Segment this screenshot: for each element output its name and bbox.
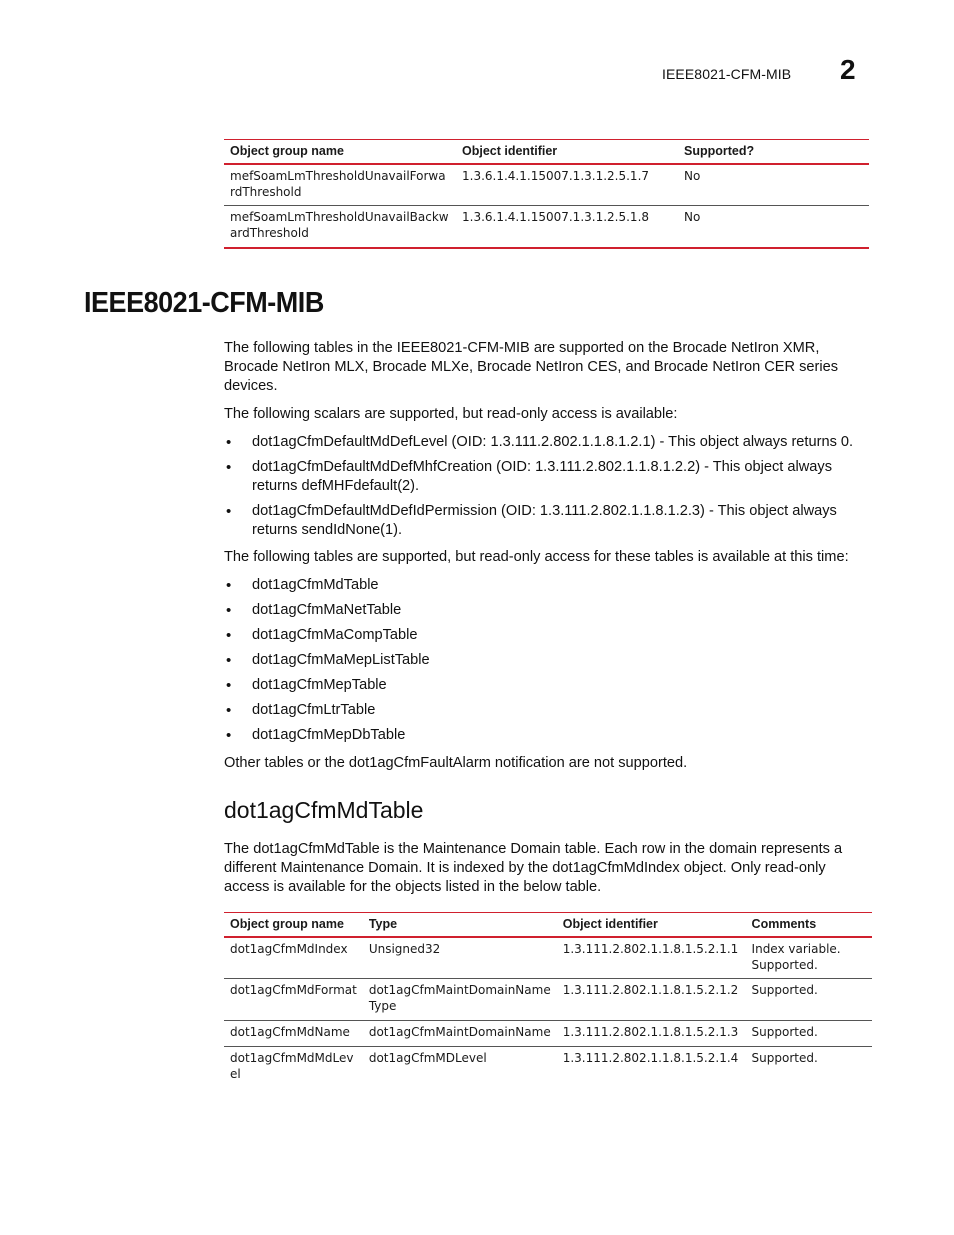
column-header: Supported? xyxy=(678,140,869,164)
list-item: • dot1agCfmDefaultMdDefLevel (OID: 1.3.111.2.802.1.1.8.1.2.1) - This object always returns 0. xyxy=(224,433,874,452)
table-cell: Supported. xyxy=(746,1021,872,1047)
table-cell: dot1agCfmMDLevel xyxy=(368,1051,487,1065)
table-cell: dot1agCfmMdMdLevel xyxy=(230,1051,354,1081)
table-row xyxy=(224,979,872,1021)
column-header: Object identifier xyxy=(456,140,678,164)
list-item: • dot1agCfmMdTable xyxy=(224,576,874,595)
list-item: • dot1agCfmMepDbTable xyxy=(224,726,874,745)
list-item: • dot1agCfmMaMepListTable xyxy=(224,651,874,670)
table-cell: Unsigned32 xyxy=(363,937,557,979)
table-cell: 1.3.111.2.802.1.1.8.1.5.2.1.1 xyxy=(557,937,746,979)
list-item: • dot1agCfmDefaultMdDefIdPermission (OID: 1.3.111.2.802.1.1.8.1.2.3) - This object always returns sendIdNone(1). xyxy=(224,502,874,540)
list-item: • dot1agCfmDefaultMdDefMhfCreation (OID: 1.3.111.2.802.1.1.8.1.2.2) - This object always returns defMHFdefault(2). xyxy=(224,458,874,496)
table-row xyxy=(224,1047,872,1089)
column-header: Object group name xyxy=(224,913,363,937)
scalars-list xyxy=(224,433,874,546)
table-cell: mefSoamLmThresholdUnavailForwardThreshold xyxy=(224,164,456,206)
table-cell: dot1agCfmMdIndex xyxy=(224,937,363,979)
column-header: Object identifier xyxy=(557,913,746,937)
intro-paragraph: The following tables in the IEEE8021-CFM-MIB are supported on the Brocade NetIron XMR, Brocade NetIron MLX, Brocade MLXe, Brocade NetIron CES, and Brocade NetIron CER series devices. xyxy=(224,340,839,394)
table-cell: mefSoamLmThresholdUnavailBackwardThreshold xyxy=(224,206,456,248)
table-cell: Supported. xyxy=(746,979,872,1021)
tables-list xyxy=(224,576,874,751)
table-cell: Supported. xyxy=(751,1051,818,1065)
table-cell: 1.3.111.2.802.1.1.8.1.5.2.1.4 xyxy=(562,1051,739,1065)
scalars-intro: The following scalars are supported, but read-only access is available: xyxy=(224,406,678,422)
table-cell: dot1agCfmMaintDomainNameType xyxy=(363,979,557,1021)
table-row xyxy=(224,206,869,248)
table-cell: 1.3.6.1.4.1.15007.1.3.1.2.5.1.7 xyxy=(456,164,678,206)
running-header-title: IEEE8021-CFM-MIB xyxy=(662,66,792,82)
table-cell: No xyxy=(678,206,869,248)
table-cell: 1.3.6.1.4.1.15007.1.3.1.2.5.1.8 xyxy=(456,206,678,248)
column-header: Object group name xyxy=(224,140,456,164)
table-cell: No xyxy=(678,164,869,206)
list-item: • dot1agCfmMepTable xyxy=(224,676,874,695)
chapter-number: 2 xyxy=(840,54,856,85)
column-header: Type xyxy=(363,913,557,937)
table-row xyxy=(224,1021,872,1047)
table-cell: 1.3.111.2.802.1.1.8.1.5.2.1.2 xyxy=(557,979,746,1021)
list-item: • dot1agCfmMaNetTable xyxy=(224,601,874,620)
outro-paragraph: Other tables or the dot1agCfmFaultAlarm notification are not supported. xyxy=(224,755,688,771)
table-cell: dot1agCfmMdName xyxy=(224,1021,363,1047)
section-title: IEEE8021-CFM-MIB xyxy=(84,287,324,319)
subsection-body: The dot1agCfmMdTable is the Maintenance Domain table. Each row in the domain represents a different Maintenance Domain. It is indexed by the dot1agCfmMdIndex object. Only read-only access is available for the objects listed in the below table. xyxy=(224,841,843,895)
table-cell: dot1agCfmMdFormat xyxy=(224,979,363,1021)
table-cell: dot1agCfmMaintDomainName xyxy=(363,1021,557,1047)
table-cell: 1.3.111.2.802.1.1.8.1.5.2.1.3 xyxy=(557,1021,746,1047)
list-item: • dot1agCfmMaCompTable xyxy=(224,626,874,645)
tables-intro: The following tables are supported, but read-only access for these tables is available at this time: xyxy=(224,549,849,565)
table-row xyxy=(224,164,869,206)
table-row xyxy=(224,937,872,979)
subsection-title: dot1agCfmMdTable xyxy=(224,797,424,823)
mef-threshold-table xyxy=(224,139,869,249)
table-cell: Index variable. Supported. xyxy=(746,937,872,979)
column-header: Comments xyxy=(746,913,872,937)
md-table xyxy=(224,912,872,1089)
list-item: • dot1agCfmLtrTable xyxy=(224,701,874,720)
